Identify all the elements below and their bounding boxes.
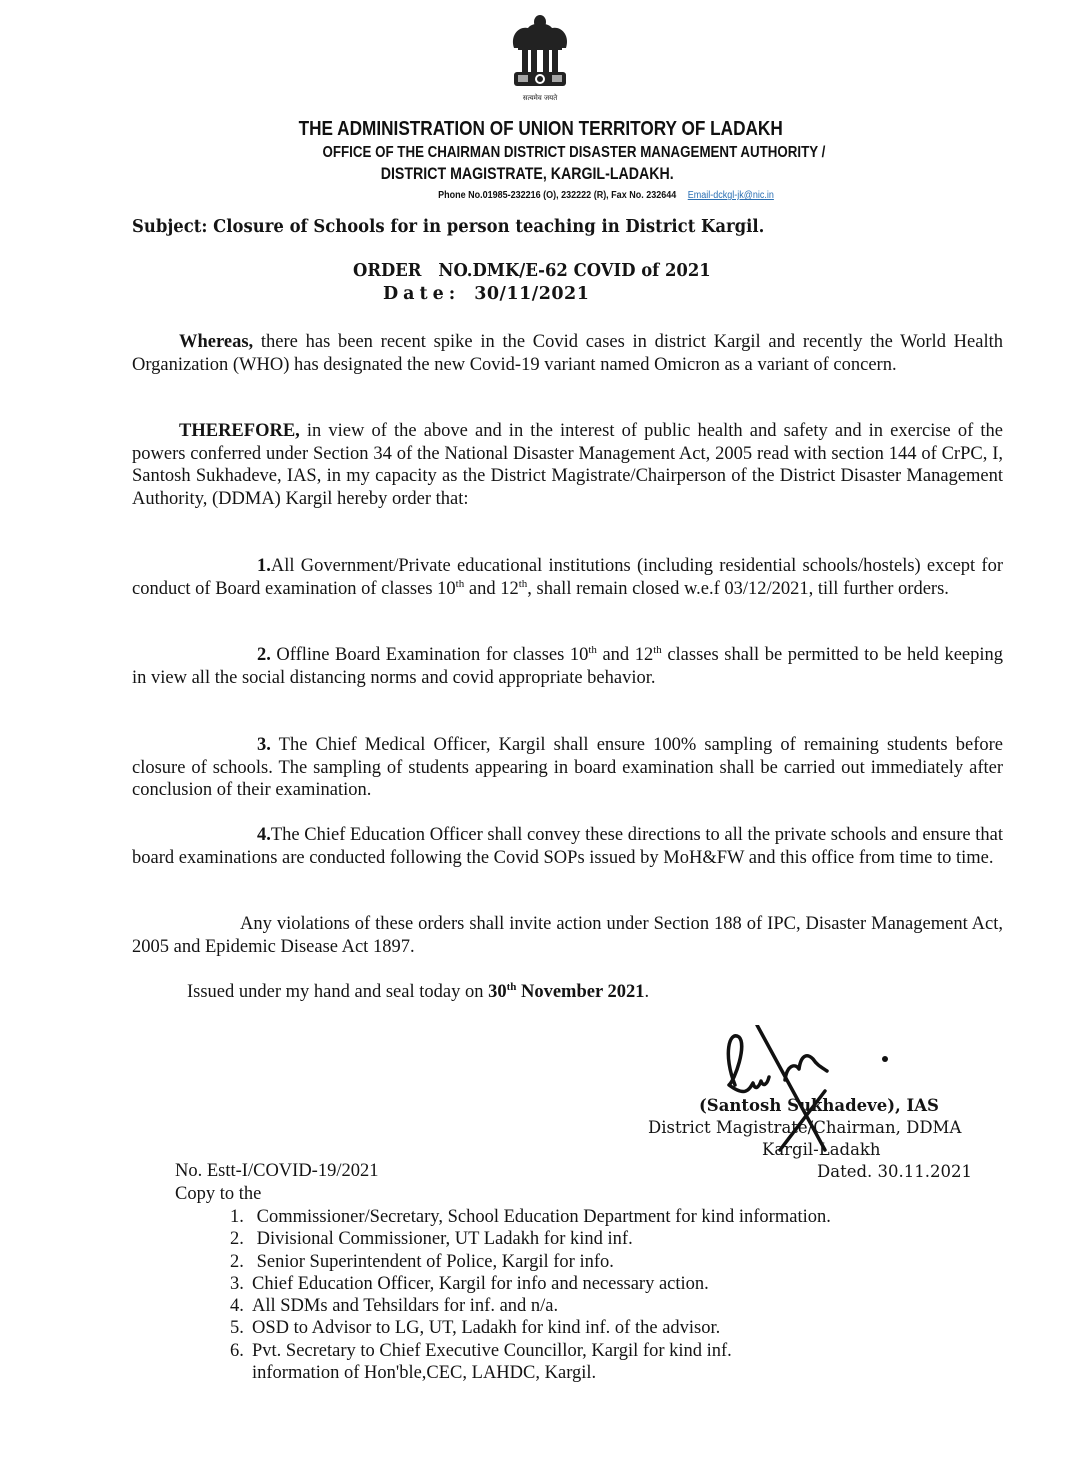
signatory-dated: Dated. 30.11.2021 [817, 1162, 972, 1181]
therefore-text: in view of the above and in the interest of public health and safety and in exercise of the powers conferred under Section 34 of the National Disaster Management Act, 2005 read with section 144 of CrPC, I, Santosh Sukhadeve, IAS, in my capacity as the District Magistrate/Chairperson of the District Disaster Management Authority, (DDMA) Kargil hereby order that: [132, 421, 1003, 509]
reference-number: No. Estt-I/COVID-19/2021 [175, 1161, 379, 1181]
whereas-text: there has been recent spike in the Covid cases in district Kargil and recently the World Health Organization (WHO) has designated the new Covid-19 variant named Omicron as a variant of concern. [132, 332, 1003, 375]
issued-date [488, 982, 644, 1002]
copy-item-number: 6. [230, 1340, 244, 1361]
copy-list-item-continuation: information of Hon'ble,CEC, LAHDC, Kargil. [252, 1363, 597, 1384]
copy-item-text: Divisional Commissioner, UT Ladakh for kind inf. [256, 1229, 633, 1250]
contact-phone-fax: Phone No.01985-232216 (O), 232222 (R), Fax No. 232644 [438, 190, 677, 201]
order-item-text: and 12 [464, 578, 519, 599]
whereas-lead: Whereas, [179, 332, 254, 352]
order-item [132, 644, 1003, 689]
order-item-number: 1. [257, 556, 271, 576]
letterhead-title: THE ADMINISTRATION OF UNION TERRITORY OF LADAKH [298, 118, 783, 140]
copy-to-label: Copy to the [175, 1184, 262, 1204]
violations-text: Any violations of these orders shall invite action under Section 188 of IPC, Disaster Management Act, 2005 and Epidemic Disease Act 1897. [132, 914, 1003, 957]
signatory-designation: District Magistrate/Chairman, DDMA [648, 1118, 962, 1137]
copy-list-item [230, 1295, 831, 1317]
email-link[interactable]: Email-dckgl-jk@nic.in [687, 190, 774, 201]
order-label: ORDER [353, 261, 422, 281]
copy-item-text: All SDMs and Tehsildars for inf. and n/a. [252, 1296, 559, 1317]
order-item-text: classes shall be permitted to be held keeping in view all the social distancing norms and covid appropriate behavior. [132, 645, 1004, 688]
date-label: Date: [383, 284, 461, 304]
violations-paragraph [132, 913, 1003, 958]
letterhead-magistrate: DISTRICT MAGISTRATE, KARGIL-LADAKH. [380, 165, 674, 183]
therefore-lead: THEREFORE, [179, 421, 300, 441]
order-item-text: Offline Board Examination for classes 10 [270, 645, 589, 665]
ordinal-suffix: th [518, 577, 528, 590]
order-item-text: The Chief Medical Officer, Kargil shall ensure 100% sampling of remaining students before closure of schools. The sampling of students appearing in board examination shall be carried out immediately after conclusion of their examination. [132, 735, 1003, 800]
ordinal-suffix: th [588, 643, 597, 656]
date-value: 30/11/2021 [474, 284, 590, 304]
copy-item-number: 1. [230, 1207, 244, 1227]
order-item-number: 2. [257, 645, 271, 665]
signatory-name: (Santosh Sukhadeve), IAS [699, 1096, 939, 1115]
copy-item-number: 2. [230, 1251, 244, 1272]
issued-text: Issued under my hand and seal today on [187, 982, 489, 1002]
copy-list-item [230, 1251, 831, 1273]
order-item-text: and 12 [596, 645, 654, 665]
therefore-paragraph [132, 420, 1003, 510]
order-number [353, 261, 711, 281]
order-item-text: The Chief Education Officer shall convey these directions to all the private schools and ensure that board examinations are conducted following the Covid SOPs issued by MoH&FW and this office from time to time. [132, 825, 1003, 868]
copy-list [230, 1206, 831, 1384]
order-date [383, 284, 589, 304]
ordinal-suffix: th [455, 577, 465, 590]
issued-month-year: November 2021 [516, 982, 645, 1002]
signatory-place: Kargil-Ladakh [762, 1140, 881, 1159]
subject-line: Subject: Closure of Schools for in person teaching in District Kargil. [132, 217, 765, 237]
copy-item-text: Senior Superintendent of Police, Kargil for info. [256, 1251, 614, 1272]
copy-item-number: 2. [230, 1229, 244, 1250]
order-item-text: , shall remain closed w.e.f 03/12/2021, till further orders. [527, 578, 949, 599]
order-item [132, 555, 1003, 600]
order-item [132, 824, 1003, 869]
ordinal-suffix: th [653, 643, 662, 656]
order-item-number: 4. [257, 825, 271, 845]
issued-day: 30 [488, 982, 507, 1002]
letterhead-contact [120, 190, 1080, 201]
copy-item-text: OSD to Advisor to LG, UT, Ladakh for kind inf. of the advisor. [252, 1318, 721, 1339]
issued-statement [187, 981, 649, 1004]
order-item [132, 734, 1003, 802]
copy-item-text: Commissioner/Secretary, School Education Department for kind information. [256, 1207, 831, 1227]
whereas-paragraph [132, 331, 1003, 376]
emblem-motto: सत्यमेव जयते [522, 94, 558, 102]
copy-list-item [230, 1317, 831, 1339]
issued-end: . [644, 982, 650, 1002]
national-emblem-icon [500, 8, 580, 108]
letterhead-office: OFFICE OF THE CHAIRMAN DISTRICT DISASTER MANAGEMENT AUTHORITY / [322, 144, 826, 161]
copy-item-number: 4. [230, 1296, 244, 1317]
copy-list-item [230, 1340, 831, 1362]
order-number-value: NO.DMK/E-62 COVID of 2021 [438, 261, 711, 281]
order-item-number: 3. [257, 735, 271, 755]
copy-item-text: Chief Education Officer, Kargil for info and necessary action. [252, 1273, 709, 1294]
ordinal-suffix: th [506, 980, 517, 993]
copy-list-item [230, 1273, 831, 1295]
copy-list-item [230, 1228, 831, 1250]
copy-item-number: 3. [230, 1273, 244, 1294]
order-item-text: All Government/Private educational institutions (including residential schools/hostels) except for conduct of Board examination of classes 10 [132, 556, 1003, 599]
copy-list-item [230, 1206, 831, 1228]
copy-item-text: Pvt. Secretary to Chief Executive Councillor, Kargil for kind inf. [252, 1340, 732, 1361]
copy-item-number: 5. [230, 1318, 244, 1339]
